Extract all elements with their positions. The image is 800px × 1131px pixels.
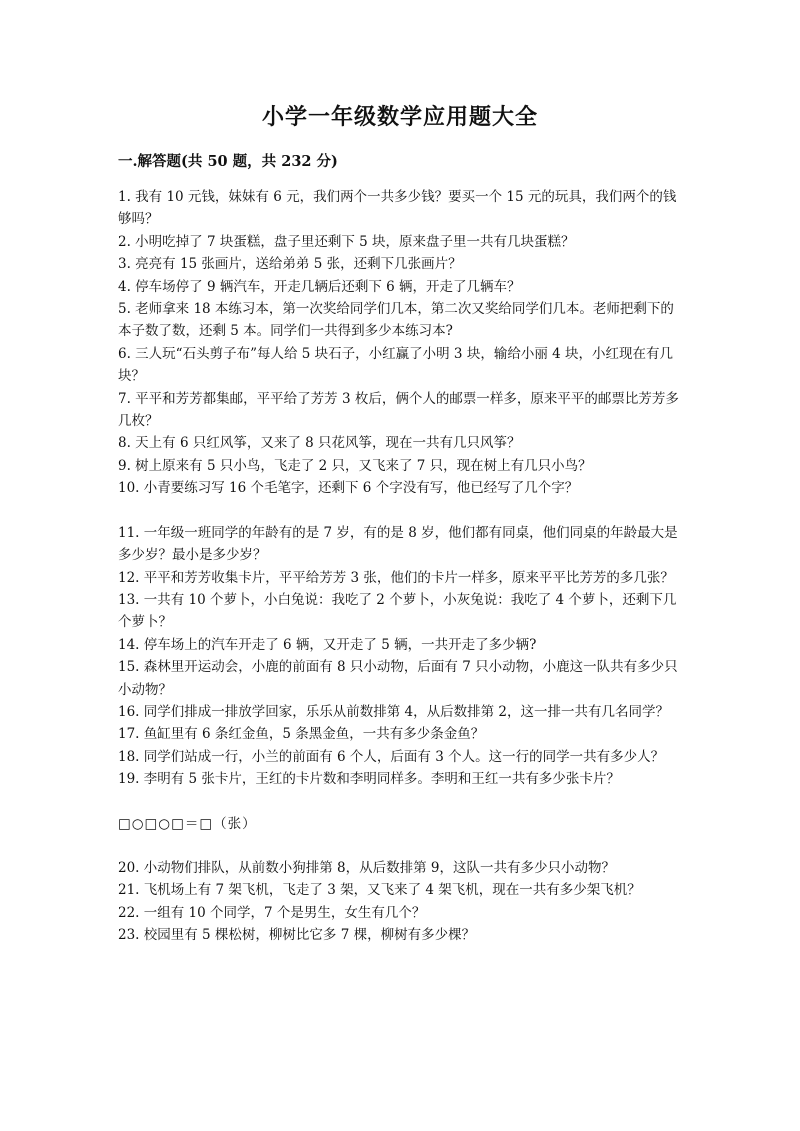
question-item: 16. 同学们排成一排放学回家，乐乐从前数排第 4，从后数排第 2，这一排一共有几名同学？ — [118, 703, 670, 720]
question-item: 6. 三人玩“石头剪子布”每人给 5 块石子，小红赢了小明 3 块，输给小丽 4 块，小红现在有几块？ — [118, 345, 673, 385]
question-item: 13. 一共有 10 个萝卜，小白兔说：我吃了 2 个萝卜，小灰兔说：我吃了 4 个萝卜，还剩下几个萝卜？ — [118, 591, 677, 631]
paragraph-gap — [118, 500, 684, 522]
answer-formula: □○□○□＝□（张） — [118, 815, 257, 832]
question-item: 15. 森林里开运动会，小鹿的前面有 8 只小动物，后面有 7 只小动物，小鹿这一队共有多少只小动物？ — [118, 659, 678, 698]
question-item: 22. 一组有 10 个同学，7 个是男生，女生有几个？ — [118, 904, 426, 921]
document-title: 小学一年级数学应用题大全 — [261, 104, 538, 130]
question-item: 5. 老师拿来 18 本练习本，第一次奖给同学们几本，第二次又奖给同学们几本。老师把剩下的本子数了数，还剩 5 本。同学们一共得到多少本练习本? — [118, 301, 674, 340]
question-item: 19. 李明有 5 张卡片，王红的卡片数和李明同样多。李明和王红一共有多少张卡片？ — [118, 771, 620, 788]
question-item: 11. 一年级一班同学的年龄有的是 7 岁，有的是 8 岁，他们都有同桌，他们同桌的年龄最大是多少岁？最小是多少岁？ — [118, 524, 678, 564]
question-item: 12. 平平和芳芳收集卡片，平平给芳芳 3 张，他们的卡片一样多，原来平平比芳芳的多几张？ — [118, 569, 674, 586]
question-item: 3. 亮亮有 15 张画片，送给弟弟 5 张，还剩下几张画片？ — [118, 256, 462, 273]
paragraph-gap — [118, 791, 684, 813]
question-item: 20. 小动物们排队，从前数小狗排第 8，从后数排第 9，这队一共有多少只小动物？ — [118, 859, 616, 876]
question-list — [118, 186, 684, 947]
question-item: 9. 树上原来有 5 只小鸟，飞走了 2 只，又飞来了 7 只，现在树上有几只小鸟？ — [118, 457, 592, 474]
question-group-2 — [118, 522, 684, 791]
question-group-3 — [118, 857, 684, 947]
question-item: 8. 天上有 6 只红风筝，又来了 8 只花风筝，现在一共有几只风筝？ — [118, 435, 521, 452]
question-item: 2. 小明吃掉了 7 块蛋糕，盘子里还剩下 5 块，原来盘子里一共有几块蛋糕？ — [118, 233, 575, 250]
question-item: 7. 平平和芳芳都集邮，平平给了芳芳 3 枚后，俩个人的邮票一样多，原来平平的邮票比芳芳多几枚？ — [118, 390, 679, 430]
section-heading: 一.解答题(共 50 题，共 232 分) — [118, 153, 338, 170]
question-item: 14. 停车场上的汽车开走了 6 辆，又开走了 5 辆，一共开走了多少辆? — [118, 636, 537, 653]
question-item: 1. 我有 10 元钱，妹妹有 6 元，我们两个一共多少钱？要买一个 15 元的玩具，我们两个的钱够吗？ — [118, 189, 677, 228]
question-item: 17. 鱼缸里有 6 条红金鱼，5 条黑金鱼，一共有多少条金鱼？ — [118, 726, 485, 743]
question-group-1 — [118, 186, 684, 500]
question-item: 4. 停车场停了 9 辆汽车，开走几辆后还剩下 6 辆，开走了几辆车？ — [118, 278, 521, 295]
question-item: 18. 同学们站成一行，小兰的前面有 6 个人，后面有 3 个人。这一行的同学一共有多少人？ — [118, 748, 665, 765]
question-item: 21. 飞机场上有 7 架飞机，飞走了 3 架，又飞来了 4 架飞机，现在一共有多少架飞机？ — [118, 882, 641, 899]
question-item: 10. 小青要练习写 16 个毛笔字，还剩下 6 个字没有写，他已经写了几个字？ — [118, 480, 579, 497]
paragraph-gap — [118, 835, 684, 857]
question-item: 23. 校园里有 5 棵松树，柳树比它多 7 棵，柳树有多少棵？ — [118, 927, 476, 944]
